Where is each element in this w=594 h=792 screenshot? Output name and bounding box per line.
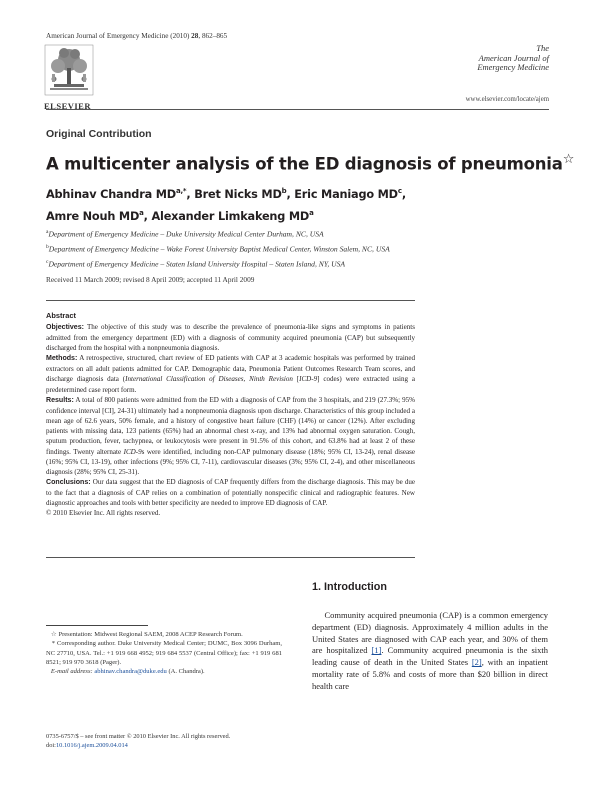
elsevier-tree-logo	[44, 44, 94, 102]
author-name: Alexander Limkakeng MD	[151, 210, 310, 224]
header-divider	[46, 109, 549, 110]
abstract-copyright: © 2010 Elsevier Inc. All rights reserved.	[46, 509, 161, 518]
title-footnote-mark: ☆	[562, 152, 575, 167]
footnote-email: E-mail address: abhinav.chandra@duke.edu (A. Chandra).	[50, 668, 205, 676]
doi-line: doi:10.1016/j.ajem.2009.04.014	[46, 742, 128, 750]
journal-citation: American Journal of Emergency Medicine (2010) 28, 862–865	[46, 32, 228, 40]
journal-website-link[interactable]: www.elsevier.com/locate/ajem	[465, 96, 549, 103]
abstract	[46, 311, 415, 519]
introduction-heading: 1. Introduction	[312, 581, 387, 593]
introduction-paragraph: Community acquired pneumonia (CAP) is a common emergency department (ED) diagnosis. Approximately 4 million adults in the United States are diagnosed with CAP each year, and 30% of them are hospitalized [1]. Community acquired pneumonia is the sixth leading cause of death in the United States [2], with an inpatient mortality rate of 5.8% and costs of more than $20 billion in direct health care	[312, 610, 548, 691]
publisher-name: ELSEVIER	[44, 101, 91, 111]
citation-link[interactable]: [1]	[371, 645, 382, 656]
abstract-bottom-rule	[46, 557, 415, 558]
journal-logo: The American Journal of Emergency Medicine	[477, 43, 549, 72]
affiliation-item: $^c$Department of Emergency Medicine – Staten Island University Hospital – Staten Island, NY, USA	[46, 258, 346, 269]
author-name: Amre Nouh MD	[46, 210, 140, 224]
affiliation-list	[46, 226, 390, 270]
abstract-results: Results: A total of 800 patients were admitted from the ED with a diagnosis of CAP from the 3 hospitals, and 219 (27.3%; 95% confidence interval [CI], 24-31) ultimately had a nonpneumonia diagnosis upon discharge. Characteristics of this group included a mean age of 62.6 years, 50% female, and a history of congestive heart failure (CHF) (14%) or cancer (12%). After excluding patients with missing data, 123 patients (65%) had an abnormal chest x-ray, and 13% had abnormal oxygen saturation. Cough, sputum production, fever, tachypnea, or leukocytosis were present in 91.5% of this cohort, and 63.8% had at least 2 of these findings. Twenty alternate ICD-9s were identified, including non-CAP pulmonary disease (18%; 95% CI, 13-24), renal disease (16%; 95% CI, 13-19), other infections (9%; 95% CI, 7-11), cardiovascular diseases (3%; 95% CI, 2-4), and other miscellaneous diagnosis (28%; 95% CI, 25-31).	[46, 395, 415, 476]
article-title: A multicenter analysis of the ED diagnosis of pneumonia☆	[46, 152, 575, 174]
issn-line: 0735-6757/$ – see front matter © 2010 Elsevier Inc. All rights reserved.	[46, 733, 231, 740]
footnote-divider	[46, 625, 148, 626]
affiliation-item: $^b$Department of Emergency Medicine – Wake Forest University Baptist Medical Center, Winston Salem, NC, USA	[46, 243, 390, 254]
doi-link[interactable]: 10.1016/j.ajem.2009.04.014	[55, 742, 128, 750]
front-matter	[46, 732, 286, 751]
abstract-heading: Abstract	[46, 311, 76, 320]
author-list: Abhinav Chandra $MD^{a,*}$, Bret Nicks $MD^b$, Eric Maniago $MD^c$, Amre Nouh $MD^a$, Alexander Limkakeng $MD^a$	[46, 187, 406, 224]
received-dates: Received 11 March 2009; revised 8 April 2009; accepted 11 April 2009	[46, 275, 255, 284]
footnote-presentation: ☆ Presentation: Midwest Regional SAEM, 2008 ACEP Research Forum.	[50, 631, 243, 638]
citation-link[interactable]: [2]	[471, 657, 482, 667]
abstract-methods: Methods: A retrospective, structured, chart review of ED patients with CAP at 3 academic hospitals was performed by trained extractors on all adult patients admitted for CAP. Demographic data, Pneumonia Patient Outcomes Research Team scores, and discharge diagnosis data (International Classification of Diseases, Ninth Revision [ICD-9] codes) were extracted using a predetermined case report form.	[46, 354, 416, 394]
affiliation-item: $^a$Department of Emergency Medicine – Duke University Medical Center Durham, NC, USA	[46, 229, 324, 239]
article-section-type: Original Contribution	[46, 128, 152, 140]
author-email-link[interactable]: abhinav.chandra@duke.edu	[94, 668, 167, 676]
abstract-top-rule	[46, 300, 415, 301]
journal-volume: 28	[191, 32, 199, 40]
author-name: Bret Nicks MD	[194, 187, 282, 201]
footnote-corresponding: * Corresponding author. Duke University Medical Center; DUMC, Box 3096 Durham, NC 27710, USA. Tel.: +1 919 668 4952; 919 684 5537 (Central Office); fax: +1 919 681 8521; 919 970 3618 (Pager).	[46, 640, 283, 667]
footnotes	[46, 630, 282, 677]
author-name: Eric Maniago MD	[294, 187, 398, 201]
abstract-conclusions: Conclusions: Our data suggest that the ED diagnosis of CAP frequently differs from the discharge diagnosis. This may be due to the fact that a diagnosis of CAP relies on a combination of potentially nonspecific clinical and radiographic features. New diagnostic approaches and tools with better specificity are needed to improve ED diagnosis of CAP.	[46, 478, 416, 508]
abstract-objectives: Objectives: The objective of this study was to describe the prevalence of pneumonia-like signs and symptoms in patients admitted from the emergency department (ED) with a diagnosis of community acquired pneumonia (CAP) but subsequently discharged from the hospital with a nonpneumonia diagnosis.	[46, 322, 415, 352]
author-name: Abhinav Chandra MD	[46, 187, 176, 201]
